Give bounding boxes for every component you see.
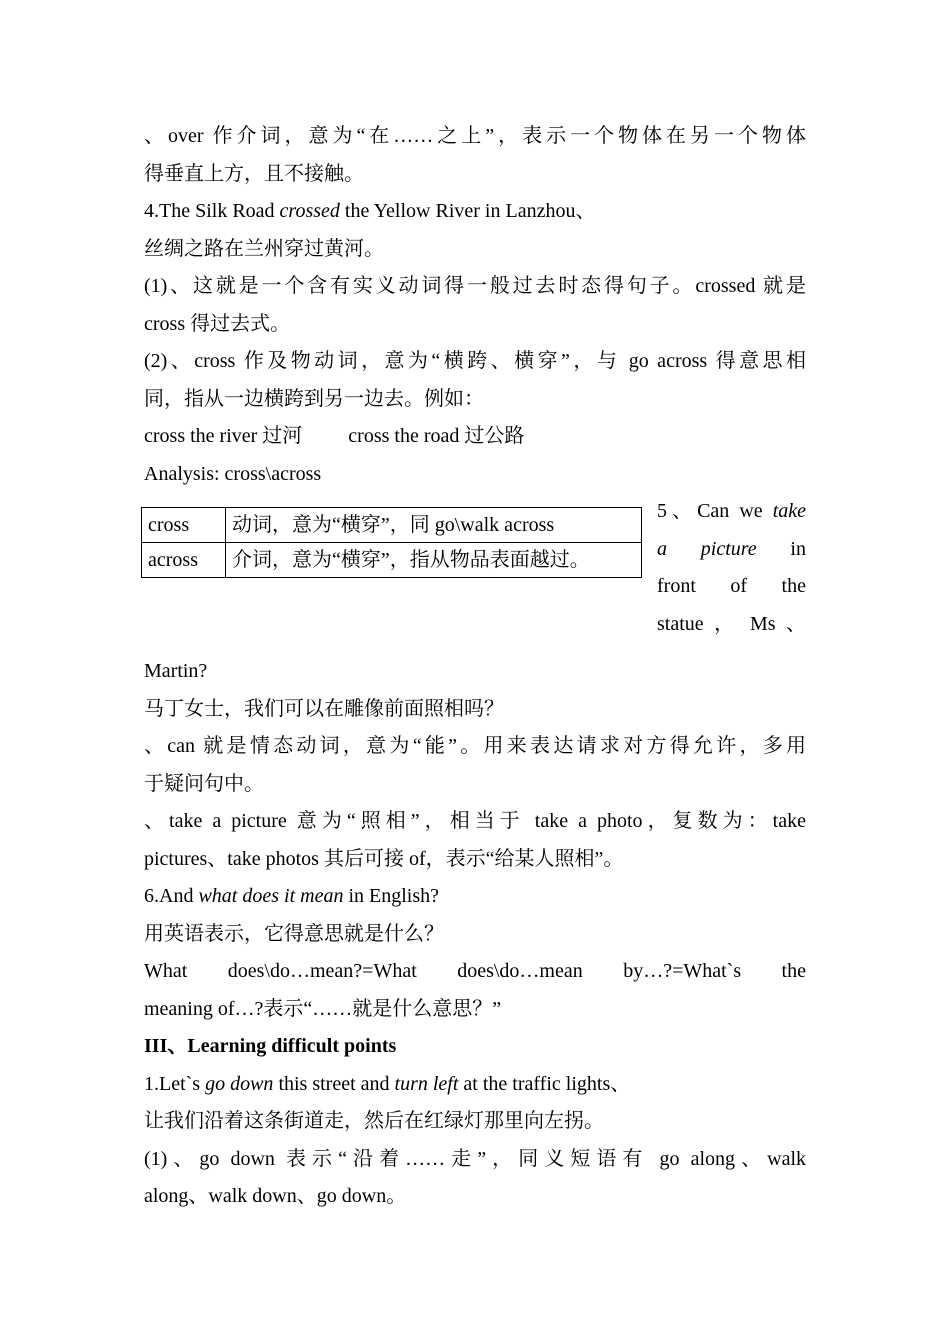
sentence-4-note2-line2: 同，指从一边横跨到另一边去。例如： bbox=[144, 387, 484, 410]
dp1-em-go-down: go down bbox=[205, 1072, 274, 1095]
sentence-6-em: what does it mean bbox=[198, 885, 344, 907]
section-heading: III、Learning difficult points bbox=[144, 1035, 397, 1057]
sentence-4-note2-line1: (2)、cross 作及物动词，意为“横跨、横穿”，与 go across 得意思相 bbox=[144, 350, 806, 372]
sentence-4-note1-line1: (1)、这就是一个含有实义动词得一般过去时态得句子。crossed 就是 bbox=[144, 275, 806, 297]
over-note-line2: 得垂直上方，且不接触。 bbox=[144, 162, 364, 185]
document-page bbox=[144, 118, 806, 1216]
dp1-mid: this street and bbox=[273, 1072, 395, 1095]
difficult-point-1 bbox=[144, 1066, 806, 1104]
difficult-point-1-translation: 让我们沿着这条街道走，然后在红绿灯那里向左拐。 bbox=[144, 1110, 604, 1132]
sentence-5-em-take: take bbox=[772, 500, 806, 522]
dp1-em-turn-left: turn left bbox=[394, 1072, 459, 1095]
sentence-6-post: in English? bbox=[343, 885, 439, 907]
example-cross-river: cross the river 过河 bbox=[144, 425, 303, 447]
sentence-4-pre: 4.The Silk Road bbox=[144, 200, 280, 222]
sentence-5-em-picture: a picture bbox=[657, 537, 757, 560]
sentence-6-note-line2: meaning of…?表示“……就是什么意思？” bbox=[144, 997, 502, 1020]
sentence-6-note-line1: What does\do…mean?=What does\do…mean by…?=What`s the bbox=[144, 960, 806, 982]
example-cross-road: cross the road 过公路 bbox=[348, 425, 525, 447]
sentence-6-translation: 用英语表示，它得意思就是什么？ bbox=[144, 922, 444, 945]
sentence-5-translation: 马丁女士，我们可以在雕像前面照相吗？ bbox=[144, 697, 504, 720]
dp1-post: at the traffic lights、 bbox=[458, 1072, 631, 1095]
table-cell-definition: 介词，意为“横穿”，指从物品表面越过。 bbox=[226, 543, 642, 578]
sentence-5-side-line4: statue ， Ms 、 bbox=[657, 612, 806, 635]
sentence-5-pre: 5、Can we bbox=[657, 500, 773, 522]
cross-across-table bbox=[141, 507, 642, 578]
sentence-5-side-line3: front of the bbox=[657, 575, 806, 597]
analysis-label: Analysis: cross\across bbox=[144, 462, 322, 485]
table-row bbox=[142, 508, 642, 543]
table-cell-term: cross bbox=[142, 508, 226, 543]
table-cell-term: across bbox=[142, 543, 226, 578]
sentence-5-note1-line1: 、can 就是情态动词，意为“能”。用来表达请求对方得允许，多用 bbox=[144, 735, 806, 757]
difficult-point-1-note-line2: along、walk down、go down。 bbox=[144, 1185, 407, 1207]
sentence-4-translation: 丝绸之路在兰州穿过黄河。 bbox=[144, 237, 384, 260]
sentence-6 bbox=[144, 878, 806, 916]
sentence-5-note2-line1: 、take a picture 意为“照相”，相当于 take a photo，复数为：take bbox=[144, 810, 806, 832]
sentence-5-note2-line2: pictures、take photos 其后可接 of，表示“给某人照相”。 bbox=[144, 847, 624, 870]
sentence-6-pre: 6.And bbox=[144, 885, 199, 907]
sentence-5-side-line2 bbox=[657, 531, 806, 569]
dp1-pre: 1.Let`s bbox=[144, 1072, 206, 1095]
sentence-4-post: the Yellow River in Lanzhou、 bbox=[339, 200, 596, 222]
sentence-4-em: crossed bbox=[279, 200, 340, 222]
sentence-4 bbox=[144, 193, 806, 231]
table-row bbox=[142, 543, 642, 578]
sentence-4-note1-line2: cross 得过去式。 bbox=[144, 312, 291, 335]
difficult-point-1-note-line1: (1)、go down 表示“沿着……走”，同义短语有 go along、walk bbox=[144, 1147, 806, 1170]
sentence-5-continuation: Martin? bbox=[144, 660, 208, 682]
sentence-5-note1-line2: 于疑问句中。 bbox=[144, 772, 264, 795]
sentence-5-side-text bbox=[657, 493, 806, 643]
sentence-4-examples bbox=[144, 418, 806, 456]
sentence-5-in: in bbox=[756, 537, 806, 560]
sentence-5-side-line1 bbox=[657, 493, 806, 531]
table-and-sentence-5-region bbox=[144, 493, 806, 653]
table-cell-definition: 动词，意为“横穿”，同 go\walk across bbox=[226, 508, 642, 543]
over-note-line1: 、over 作介词，意为“在……之上”，表示一个物体在另一个物体 bbox=[144, 125, 806, 147]
